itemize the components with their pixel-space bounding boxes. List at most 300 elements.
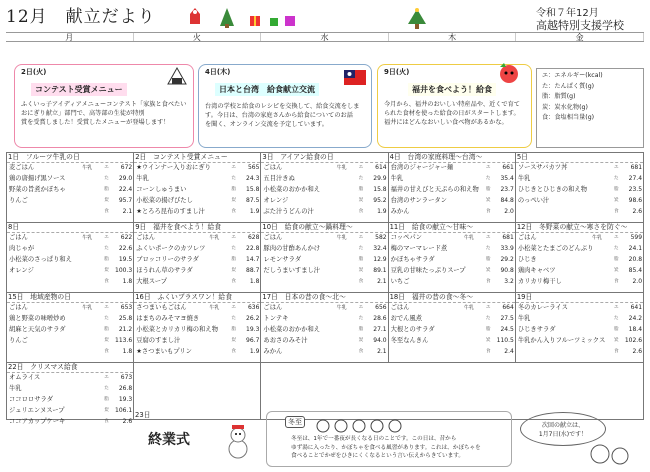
menu-item	[389, 336, 515, 347]
milk-tag: 牛乳	[209, 305, 220, 311]
menu-item-name: ★とろろ昆布のすまし汁	[136, 207, 205, 215]
day-header: 10日 給食の献立～鍋料理～	[261, 223, 387, 233]
nutrient-unit: 炭	[614, 337, 619, 343]
day-cell	[261, 223, 388, 292]
menu-item-name: ひじきサラダ	[517, 325, 556, 333]
nutrient-unit: エ	[485, 305, 491, 310]
event-body-1: ふくいっ子アイディアメニューコンテスト「家族と食べたいおにぎり献立」部門で、高等部の生徒が特別	[21, 101, 187, 117]
day-header: 15日 地域産物の日	[7, 293, 133, 303]
day-cell	[7, 293, 134, 362]
menu-item	[134, 233, 260, 244]
nutrient-unit: 炭	[485, 197, 491, 203]
menu-item	[134, 277, 260, 288]
nutrient-unit: た	[104, 385, 109, 391]
day-header: 8日	[7, 223, 133, 233]
menu-item	[516, 325, 643, 336]
menu-item	[261, 185, 387, 196]
day-cell	[7, 363, 134, 425]
milk-tag: 牛乳	[82, 305, 93, 311]
nutrient-value: 32.4	[373, 244, 387, 252]
winter-solstice-text	[291, 435, 481, 461]
nutrient-unit: 炭	[614, 267, 619, 273]
child-illustration-icon	[580, 442, 640, 472]
menu-item	[389, 174, 515, 185]
menu-item-name: カリカリ梅干し	[517, 277, 562, 285]
event-title: コンテスト受賞メニュー	[31, 83, 127, 96]
nutrient-unit: 食	[104, 348, 109, 354]
menu-item	[261, 314, 387, 325]
nutrient-value: 24.2	[628, 314, 643, 322]
menu-item	[7, 277, 133, 288]
weekday-mon: 月	[6, 33, 134, 41]
nutrient-unit: 脂	[104, 396, 109, 402]
menu-item	[261, 163, 387, 174]
nutrient-value: 681	[630, 164, 643, 171]
menu-item	[516, 207, 643, 218]
menu-item-name: 鶏と野菜の味噌炒め	[9, 314, 66, 322]
day-header: 22日 クリスマス給食	[7, 363, 133, 373]
menu-item	[261, 336, 387, 347]
nutrient-unit: 炭	[485, 267, 491, 273]
day-cell	[516, 153, 643, 222]
nutrient-value: 2.6	[632, 207, 643, 215]
nutrient-value: 2.6	[632, 347, 643, 355]
nutrient-unit: た	[614, 245, 619, 251]
day-header: 17日 日本の昔の食～北～	[261, 293, 387, 303]
event-body-1: 台湾の学校と給食のレシピを交換して、給食交流をします。今日は、台湾の家庭さんから給食についてのお話	[205, 103, 360, 119]
menu-item-name: 麦ごはん	[9, 164, 35, 171]
nutrient-value: 14.7	[246, 255, 260, 263]
menu-item	[516, 314, 643, 325]
nutrient-unit: 脂	[358, 326, 364, 332]
menu-item	[7, 325, 133, 336]
milk-tag: 牛乳	[209, 235, 220, 241]
nutrient-unit: た	[104, 245, 109, 251]
taiwan-flag-icon	[344, 70, 366, 89]
nutrient-unit: エ	[358, 235, 364, 240]
menu-item-name: コーンしゅうまい	[136, 185, 187, 193]
event-body-2: られた食材を使った給食の日がスタートします。	[384, 110, 520, 117]
nutrient-unit: 食	[358, 348, 364, 354]
menu-item	[516, 303, 643, 314]
nutrient-value: 95.2	[373, 196, 387, 204]
day-header: 12日 冬野菜の献立～寒さを防ぐ～	[516, 223, 643, 233]
closing-day-header: 23日	[135, 411, 151, 419]
issue-date: 令和７年12月	[536, 8, 599, 19]
menu-item-name: 肉じゃが	[9, 244, 35, 252]
nutrient-value: 25.8	[118, 314, 133, 322]
milk-tag: 牛乳	[82, 165, 93, 171]
nutrient-value: 2.1	[377, 347, 387, 355]
menu-item	[389, 314, 515, 325]
nutrient-unit: 脂	[485, 186, 491, 192]
menu-item	[134, 196, 260, 207]
menu-item-name: ★さつまいもプリン	[136, 347, 192, 355]
winter-text-3: 食べることでかぜをひきにくくなるという言い伝えからきています。	[291, 453, 464, 459]
nutrient-unit: エ	[104, 235, 109, 240]
menu-item	[7, 185, 133, 196]
nutrient-value: 673	[120, 374, 133, 381]
nutrient-value: 35.4	[500, 174, 514, 182]
day-cell	[7, 153, 134, 222]
menu-item-name: さつまいもごはん	[136, 304, 187, 311]
winter-solstice-box	[266, 411, 512, 467]
day-cell	[134, 223, 261, 292]
day-cell	[516, 293, 643, 362]
menu-item	[7, 303, 133, 314]
nutrient-unit: 食	[358, 208, 364, 214]
menu-item	[261, 255, 387, 266]
christmas-decoration	[190, 6, 300, 31]
nutrient-unit: 食	[485, 348, 491, 354]
menu-item	[389, 163, 515, 174]
nutrient-value: 89.1	[373, 266, 387, 274]
day-cell	[134, 153, 261, 222]
nutrient-value: 599	[630, 234, 643, 241]
nutrient-value: 24.3	[246, 174, 260, 182]
nutrient-value: 2.1	[122, 207, 133, 215]
event-date: 4日(木)	[205, 68, 231, 76]
menu-item	[7, 244, 133, 255]
day-cell	[389, 223, 516, 292]
menu-item	[516, 347, 643, 358]
event-body-3: 福井にはどんなおいしい食べ物があるかな。	[384, 119, 508, 126]
snowman-icon	[222, 423, 254, 465]
nutrient-unit: エ	[231, 165, 237, 170]
weekday-tue: 火	[134, 33, 262, 41]
nutrient-unit: 食	[104, 208, 109, 214]
nutrient-value: 681	[502, 234, 514, 241]
menu-item	[7, 174, 133, 185]
nutrient-value: 106.1	[115, 406, 133, 414]
nutrient-unit: 炭	[358, 267, 364, 273]
menu-item-name: りんご	[9, 196, 28, 204]
nutrient-value: 87.5	[246, 196, 260, 204]
menu-item-name: ごはん	[136, 234, 156, 241]
nutrient-unit: 食	[231, 208, 237, 214]
nutrient-unit: 炭	[104, 337, 109, 343]
closing-ceremony-title: 終業式	[148, 432, 190, 448]
menu-item	[389, 277, 515, 288]
menu-item-name: 小松菜のおかか和え	[263, 185, 321, 193]
menu-item-name: ごはん	[263, 304, 283, 311]
menu-item	[7, 163, 133, 174]
nutrition-legend	[536, 68, 644, 148]
empty-cell	[516, 363, 643, 419]
menu-item	[7, 417, 133, 428]
menu-item-name: 冬至なんきん	[390, 336, 429, 344]
nutrient-value: 1.9	[249, 347, 260, 355]
week-row	[7, 293, 643, 363]
menu-item-name: ふくいポークのカツレツ	[136, 244, 206, 252]
nutrient-value: 110.5	[496, 336, 514, 344]
week-row	[7, 153, 643, 223]
menu-item	[516, 336, 643, 347]
menu-item	[516, 244, 643, 255]
menu-item-name: ごはん	[390, 304, 410, 311]
menu-item	[7, 384, 133, 395]
day-header: 2日 コンテスト受賞メニュー	[134, 153, 260, 163]
nutrient-value: 26.8	[118, 384, 133, 392]
menu-item	[134, 266, 260, 277]
nutrient-unit: 食	[231, 348, 237, 354]
menu-item-name: ひじきとひじきの和え物	[517, 185, 588, 193]
menu-item	[7, 314, 133, 325]
menu-item	[261, 266, 387, 277]
milk-tag: 牛乳	[463, 235, 474, 241]
nutrient-unit: た	[358, 245, 364, 251]
nutrient-unit: 脂	[358, 186, 364, 192]
menu-item	[516, 233, 643, 244]
nutrient-value: 15.8	[246, 185, 260, 193]
nutrient-unit: た	[485, 245, 491, 251]
menu-item	[516, 196, 643, 207]
menu-item	[389, 255, 515, 266]
nutrient-unit: 脂	[614, 186, 619, 192]
nutrient-value: 636	[247, 304, 260, 311]
menu-item	[134, 303, 260, 314]
next-notice-line2: 1月7日(水)です！	[538, 431, 588, 438]
event-body-1: 今月から、福井のおいしい特産品や、近くで育て	[384, 101, 520, 108]
menu-item-name: コッペパン	[390, 234, 422, 241]
nutrient-value: 95.7	[118, 196, 133, 204]
milk-tag: 牛乳	[336, 165, 347, 171]
nutrient-unit: た	[231, 175, 237, 181]
nutrient-value: 24.1	[628, 244, 643, 252]
nutrient-unit: た	[104, 315, 109, 321]
nutrient-value: 100.3	[115, 266, 133, 274]
nutrient-unit: 食	[104, 418, 109, 424]
nutrient-value: 2.1	[377, 277, 387, 285]
menu-item	[134, 163, 260, 174]
menu-item-name: オレンジ	[9, 266, 34, 274]
menu-item	[134, 244, 260, 255]
nutrient-unit: 食	[614, 278, 619, 284]
menu-item	[516, 174, 643, 185]
nutrient-unit: た	[358, 315, 364, 321]
menu-item-name: 鶏肉キャベツ	[517, 266, 556, 274]
nutrient-value: 21.2	[118, 325, 133, 333]
nutrient-unit: た	[485, 315, 491, 321]
menu-item-name	[261, 277, 358, 288]
menu-item-name: ブロッコリーのサラダ	[136, 255, 199, 263]
nutrient-value: 664	[502, 304, 514, 311]
nutrient-unit: た	[104, 175, 109, 181]
menu-item	[389, 244, 515, 255]
nutrient-value: 628	[247, 234, 260, 241]
nutrient-value: 96.7	[246, 336, 260, 344]
event-body-2: を聞く、オンライン交流を予定しています。	[205, 121, 328, 128]
menu-item-name: ごはん	[263, 164, 283, 171]
menu-item-name: だしうまいすまし汁	[263, 266, 321, 274]
menu-item-name: のっぺい汁	[517, 196, 550, 204]
day-header: 19日	[516, 293, 643, 303]
nutrient-value: 23.5	[628, 185, 643, 193]
nutrient-unit: エ	[485, 235, 491, 240]
nutrient-value: 18.4	[628, 325, 643, 333]
menu-item-name: ソースサバカツ丼	[517, 164, 568, 171]
nutrient-value: 1.9	[377, 207, 387, 215]
menu-item-name	[389, 347, 486, 358]
nutrient-unit: 脂	[231, 186, 237, 192]
nutrient-value: 27.1	[373, 325, 387, 333]
nutrient-unit: 炭	[614, 197, 619, 203]
menu-item	[516, 255, 643, 266]
day-header: 5日	[516, 153, 643, 163]
menu-item-name	[516, 347, 614, 358]
menu-item	[7, 406, 133, 417]
menu-item	[134, 347, 260, 358]
menu-item	[389, 185, 515, 196]
day-cell	[134, 293, 261, 362]
nutrient-unit: 炭	[231, 337, 237, 343]
next-notice-line1: 次回の献立は、	[541, 422, 584, 429]
menu-item-name: ココロロサラダ	[9, 395, 54, 403]
menu-item-name: 小松菜のさっぱり和え	[9, 255, 72, 263]
nutrient-value: 672	[120, 164, 133, 171]
menu-item-name: 大根とのサラダ	[390, 325, 435, 333]
nutrient-value: 1.8	[122, 277, 133, 285]
menu-item	[516, 266, 643, 277]
nutrient-unit: エ	[614, 305, 619, 310]
menu-item-name: トンテキ	[263, 314, 289, 322]
nutrient-value: 22.6	[118, 244, 133, 252]
menu-item-name: オムライス	[9, 374, 41, 381]
nutrient-unit: 脂	[485, 326, 491, 332]
nutrient-unit: エ	[104, 375, 109, 380]
page-title: 12月 献立だより	[6, 7, 156, 27]
nutrient-unit: 食	[485, 278, 491, 284]
nutrient-value: 22.4	[118, 185, 133, 193]
nutrient-value: 27.5	[500, 314, 514, 322]
nutrient-unit: エ	[231, 305, 237, 310]
menu-item-name: ぶた汁うどんの汁	[263, 207, 314, 215]
nutrient-unit: 脂	[104, 326, 109, 332]
menu-item-name: 小松菜とカリカリ梅の和え物	[136, 325, 218, 333]
menu-item-name: ほうれん草のサラダ	[136, 266, 193, 274]
menu-item-name: 牛乳	[136, 174, 149, 182]
menu-calendar	[6, 152, 644, 425]
legend-fat: 脂：脂質(g)	[542, 93, 576, 100]
nutrient-value: 33.9	[500, 244, 514, 252]
nutrient-value: 28.6	[373, 314, 387, 322]
nutrient-unit: エ	[104, 305, 109, 310]
winter-text-1: 冬至は、1年で一番夜が長くなる日のことです。この日は、昔から	[291, 436, 457, 442]
menu-item-name: 梅のマーマレード煮	[390, 244, 448, 252]
nutrient-value: 622	[120, 234, 133, 241]
menu-item-name: ひじき	[517, 255, 537, 263]
tree-icon	[405, 8, 429, 34]
nutrient-unit: 炭	[104, 197, 109, 203]
menu-item-name: オレンジ	[263, 196, 289, 204]
nutrient-value: 12.9	[373, 255, 387, 263]
menu-item-name: いちご	[390, 277, 410, 285]
nutrient-value: 27.4	[628, 174, 643, 182]
milk-tag: 牛乳	[592, 235, 603, 241]
nutrient-unit: エ	[358, 165, 364, 170]
nutrient-unit: 脂	[485, 256, 491, 262]
menu-item-name: かぼちゃサラダ	[390, 255, 435, 263]
nutrient-value: 661	[502, 164, 514, 171]
menu-item	[7, 255, 133, 266]
menu-item-name: 台湾のサンラータン	[390, 196, 447, 204]
menu-item	[261, 196, 387, 207]
menu-item-name: ジュリエンヌスープ	[9, 406, 65, 414]
nutrient-unit: 炭	[358, 337, 364, 343]
day-cell	[261, 293, 388, 362]
milk-tag: 牛乳	[463, 305, 474, 311]
nutrient-value: 24.5	[500, 325, 514, 333]
legend-salt: 食：食塩相当量(g)	[542, 114, 595, 121]
nutrient-value: 19.3	[246, 325, 260, 333]
nutrient-unit: た	[231, 315, 237, 321]
menu-item	[134, 325, 260, 336]
milk-tag: 牛乳	[82, 235, 93, 241]
nutrient-value: 2.0	[504, 207, 514, 215]
menu-item	[7, 233, 133, 244]
nutrient-value: 29.0	[118, 174, 133, 182]
menu-item-name	[7, 347, 104, 358]
nutrient-value: 29.9	[373, 174, 387, 182]
nutrient-unit: 炭	[231, 197, 237, 203]
nutrient-value: 582	[375, 234, 387, 241]
menu-item-name: はまちのみそマヨ焼き	[136, 314, 200, 322]
menu-item	[389, 196, 515, 207]
nutrient-value: 3.2	[504, 277, 514, 285]
nutrient-value: 19.5	[118, 255, 133, 263]
nutrient-unit: 食	[358, 278, 364, 284]
legend-protein: た：たんぱく質(g)	[542, 82, 595, 90]
legend-carbs: 炭：炭水化物(g)	[542, 103, 588, 111]
menu-item-name: 小松菜とたまごのどんぶり	[517, 244, 594, 252]
menu-item-name: 胡麻と天気のサラダ	[9, 325, 66, 333]
menu-item	[389, 207, 515, 218]
menu-item-name	[516, 207, 614, 218]
day-header: 1日 フルーツ牛乳の日	[7, 153, 133, 163]
menu-item	[7, 395, 133, 406]
menu-item-name	[7, 277, 104, 288]
day-cell	[261, 153, 388, 222]
nutrient-value: 94.0	[373, 336, 387, 344]
menu-item-name: 小松菜のおかか和え	[263, 325, 321, 333]
nutrient-unit: エ	[104, 165, 109, 170]
menu-item	[516, 163, 643, 174]
next-menu-notice	[520, 412, 606, 446]
onigiri-icon	[166, 66, 188, 90]
menu-item	[261, 244, 387, 255]
menu-item-name: 冬のカレーライス	[517, 304, 568, 311]
day-cell	[389, 293, 516, 362]
day-cell	[7, 223, 134, 292]
nutrient-value: 22.8	[246, 244, 260, 252]
school-name: 高越特別支援学校	[536, 19, 624, 32]
menu-item-name: 豆腐のすまし汁	[136, 336, 181, 344]
menu-item-name: ごはん	[9, 304, 28, 311]
nutrient-unit: エ	[485, 165, 491, 170]
menu-item	[134, 314, 260, 325]
menu-item	[7, 373, 133, 384]
menu-item-name: ごはん	[517, 234, 537, 241]
event-title: 福井を食べよう！給食	[408, 83, 496, 96]
nutrient-unit: 炭	[485, 337, 491, 343]
nutrient-value: 656	[375, 304, 387, 311]
nutrient-unit: 炭	[104, 267, 109, 273]
menu-item-name: ごはん	[263, 234, 283, 241]
nutrient-unit: た	[485, 175, 491, 181]
nutrient-value: 102.6	[624, 336, 643, 344]
nutrient-value: 653	[120, 304, 133, 311]
winter-text-2: ゆず湯に入ったり、かぼちゃを食べる風習があります。これは、かぼちゃを	[291, 444, 481, 451]
